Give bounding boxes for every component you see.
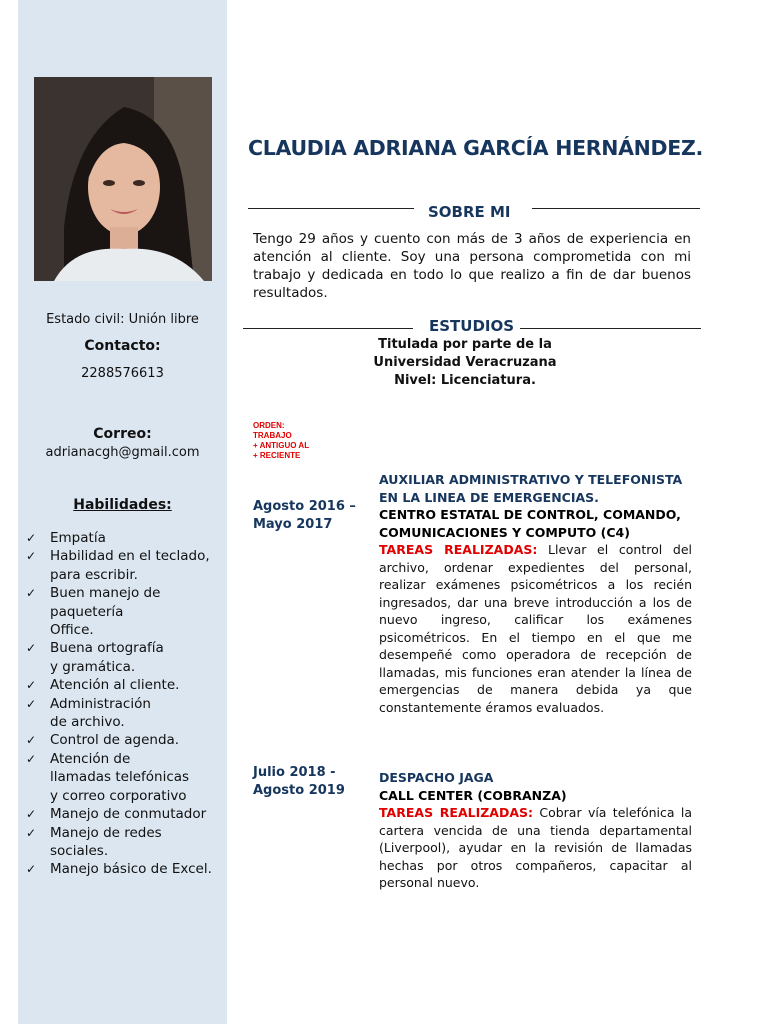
skill-item <box>26 695 226 732</box>
skill-item <box>26 750 226 805</box>
education-heading: ESTUDIOS <box>429 317 515 335</box>
tasks-text: Cobrar vía telefónica la cartera vencida de una tienda departamental (Liverpool), ayudar en la revisión de llamadas hechas por otros compañeros, capacitar al personal nuevo. <box>379 805 692 890</box>
job-description <box>379 804 692 892</box>
skill-text: Manejo de conmutador <box>50 806 207 823</box>
skill-text: Buena ortografía y gramática. <box>50 640 164 675</box>
check-icon: ✓ <box>26 862 37 877</box>
order-note-line: TRABAJO <box>253 431 292 440</box>
order-note-line: + RECIENTE <box>253 451 301 460</box>
divider <box>243 328 413 329</box>
check-icon: ✓ <box>26 586 37 601</box>
education-details <box>330 336 600 390</box>
order-note-line: + ANTIGUO AL <box>253 441 310 450</box>
email-address[interactable]: adrianacgh@gmail.com <box>45 445 200 460</box>
phone-number: 2288576613 <box>81 366 164 381</box>
job-date: Julio 2018 - Agosto 2019 <box>253 765 345 798</box>
job-title: AUXILIAR ADMINISTRATIVO Y TELEFONISTA EN LA LINEA DE EMERGENCIAS. <box>379 472 683 505</box>
check-icon: ✓ <box>26 641 37 656</box>
divider <box>520 328 701 329</box>
skill-text: Atención de llamadas telefónicas y correo corporativo <box>50 750 190 804</box>
contact-label: Contacto: <box>84 338 161 354</box>
check-icon: ✓ <box>26 751 37 766</box>
order-note <box>253 421 309 461</box>
skill-item <box>26 529 226 547</box>
check-icon: ✓ <box>26 807 37 822</box>
education-line: Titulada por parte de la <box>378 337 552 352</box>
job-date: Agosto 2016 – Mayo 2017 <box>253 499 356 532</box>
skill-text: Empatía <box>50 530 106 546</box>
marital-status <box>18 312 227 327</box>
marital-status-label: Estado civil: <box>46 312 125 327</box>
marital-status-value: Unión libre <box>124 312 199 327</box>
tasks-label: TAREAS REALIZADAS: <box>379 805 534 820</box>
check-icon: ✓ <box>26 825 37 840</box>
check-icon: ✓ <box>26 549 37 564</box>
skill-item <box>26 860 226 878</box>
skill-item <box>26 676 226 694</box>
job-organization: CENTRO ESTATAL DE CONTROL, COMANDO, COMUNICACIONES Y COMPUTO (C4) <box>379 507 681 540</box>
skill-item <box>26 584 226 639</box>
divider <box>248 208 414 209</box>
skills-list <box>26 529 226 879</box>
order-note-line: ORDEN: <box>253 421 285 430</box>
email-label: Correo: <box>93 426 152 442</box>
skills-heading: Habilidades: <box>73 497 172 513</box>
profile-photo <box>34 77 212 281</box>
check-icon: ✓ <box>26 733 37 748</box>
skill-item <box>26 731 226 749</box>
skill-text: Administración de archivo. <box>50 695 151 731</box>
skill-text: Manejo básico de Excel. <box>50 861 212 878</box>
divider <box>532 208 700 209</box>
about-heading: SOBRE MI <box>428 203 511 221</box>
skill-item <box>26 805 226 823</box>
skill-item <box>26 824 226 861</box>
education-line: Nivel: Licenciatura. <box>394 373 536 388</box>
skill-text: Control de agenda. <box>50 732 180 749</box>
skill-item <box>26 639 226 676</box>
skill-text: Habilidad en el teclado, para escribir. <box>50 548 210 583</box>
skill-text: Buen manejo de paquetería Office. <box>50 585 161 639</box>
education-line: Universidad Veracruzana <box>373 355 557 370</box>
job-entry <box>379 769 692 892</box>
job-description <box>379 541 692 716</box>
candidate-name: CLAUDIA ADRIANA GARCÍA HERNÁNDEZ. <box>248 136 704 160</box>
skill-text: Atención al cliente. <box>50 677 180 694</box>
about-text: Tengo 29 años y cuento con más de 3 años de experiencia en atención al cliente. Soy una persona comprometida con mi trabajo y dedicada en todo lo que realizo a fin de dar buenos resultados. <box>253 231 691 301</box>
skill-text: Manejo de redes sociales. <box>50 824 162 859</box>
check-icon: ✓ <box>26 678 37 693</box>
job-title: DESPACHO JAGA <box>379 770 494 785</box>
job-entry <box>379 471 692 716</box>
check-icon: ✓ <box>26 531 37 545</box>
tasks-label: TAREAS REALIZADAS: <box>379 542 538 557</box>
check-icon: ✓ <box>26 696 37 711</box>
skill-item <box>26 547 226 584</box>
job-organization: CALL CENTER (COBRANZA) <box>379 787 567 803</box>
tasks-text: Llevar el control del archivo, ordenar expedientes del personal, realizar exámenes psicométricos a los recién ingresados, dar una breve introducción a los de nuevo ingreso, calificar los exámenes psicométricos. En el tiempo en el que me desempeñé como operadora de recepción de llamadas, mis funciones eran atender la línea de emergencias de manera debida ya que constantemente éramos evaluados. <box>379 542 692 715</box>
